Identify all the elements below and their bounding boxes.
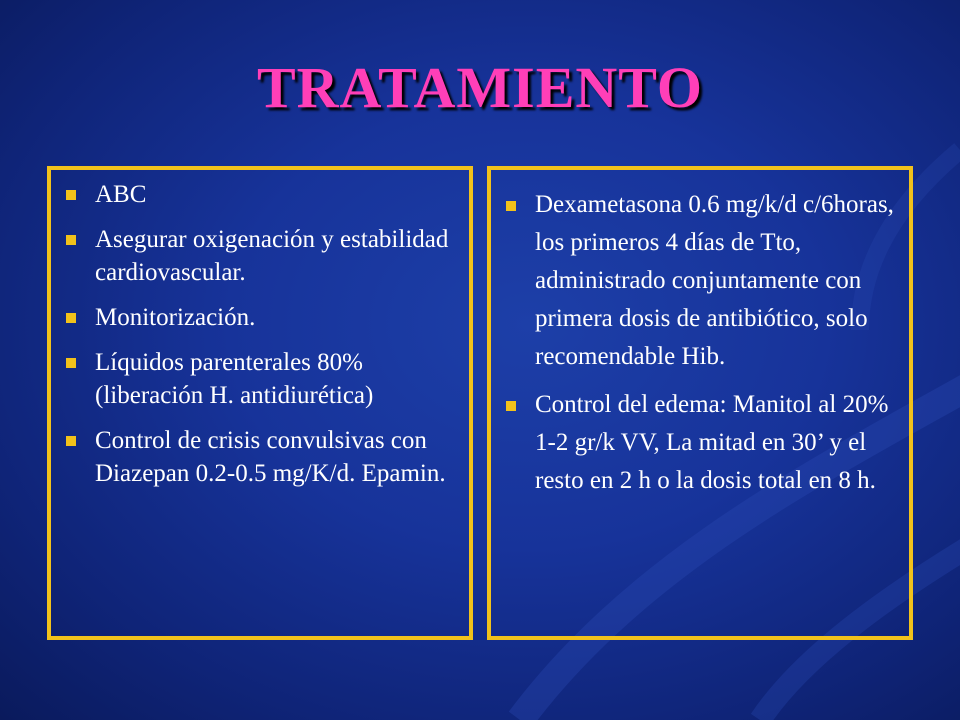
square-bullet-icon (66, 313, 76, 323)
list-item (505, 386, 901, 500)
square-bullet-icon (506, 401, 516, 411)
list-item-text: Control del edema: Manitol al 20% 1-2 gr/k VV, La mitad en 30’ y el resto en 2 h o la dosis total en 8 h. (535, 391, 889, 494)
right-bullet-list (505, 186, 901, 500)
list-item-text: Dexametasona 0.6 mg/k/d c/6horas, los primeros 4 días de Tto, administrado conjuntamente con primera dosis de antibiótico, solo recomendable Hib. (535, 191, 894, 370)
right-panel (487, 166, 913, 640)
list-item-text: Líquidos parenterales 80% (liberación H. antidiurética) (95, 349, 374, 409)
list-item (65, 424, 461, 490)
list-item-text: Control de crisis convulsivas con Diazepan 0.2-0.5 mg/K/d. Epamin. (95, 427, 446, 487)
list-item (65, 223, 461, 289)
square-bullet-icon (506, 201, 516, 211)
list-item (65, 301, 461, 334)
list-item-text: Monitorización. (95, 304, 256, 331)
square-bullet-icon (66, 235, 76, 245)
list-item-text: ABC (95, 181, 147, 208)
list-item-text: Asegurar oxigenación y estabilidad cardiovascular. (95, 226, 449, 286)
slide-title: TRATAMIENTO (256, 55, 704, 120)
square-bullet-icon (66, 358, 76, 368)
list-item (65, 346, 461, 412)
list-item (65, 178, 461, 211)
square-bullet-icon (66, 190, 76, 200)
list-item (505, 186, 901, 376)
left-panel (47, 166, 473, 640)
left-bullet-list (65, 178, 461, 490)
square-bullet-icon (66, 436, 76, 446)
